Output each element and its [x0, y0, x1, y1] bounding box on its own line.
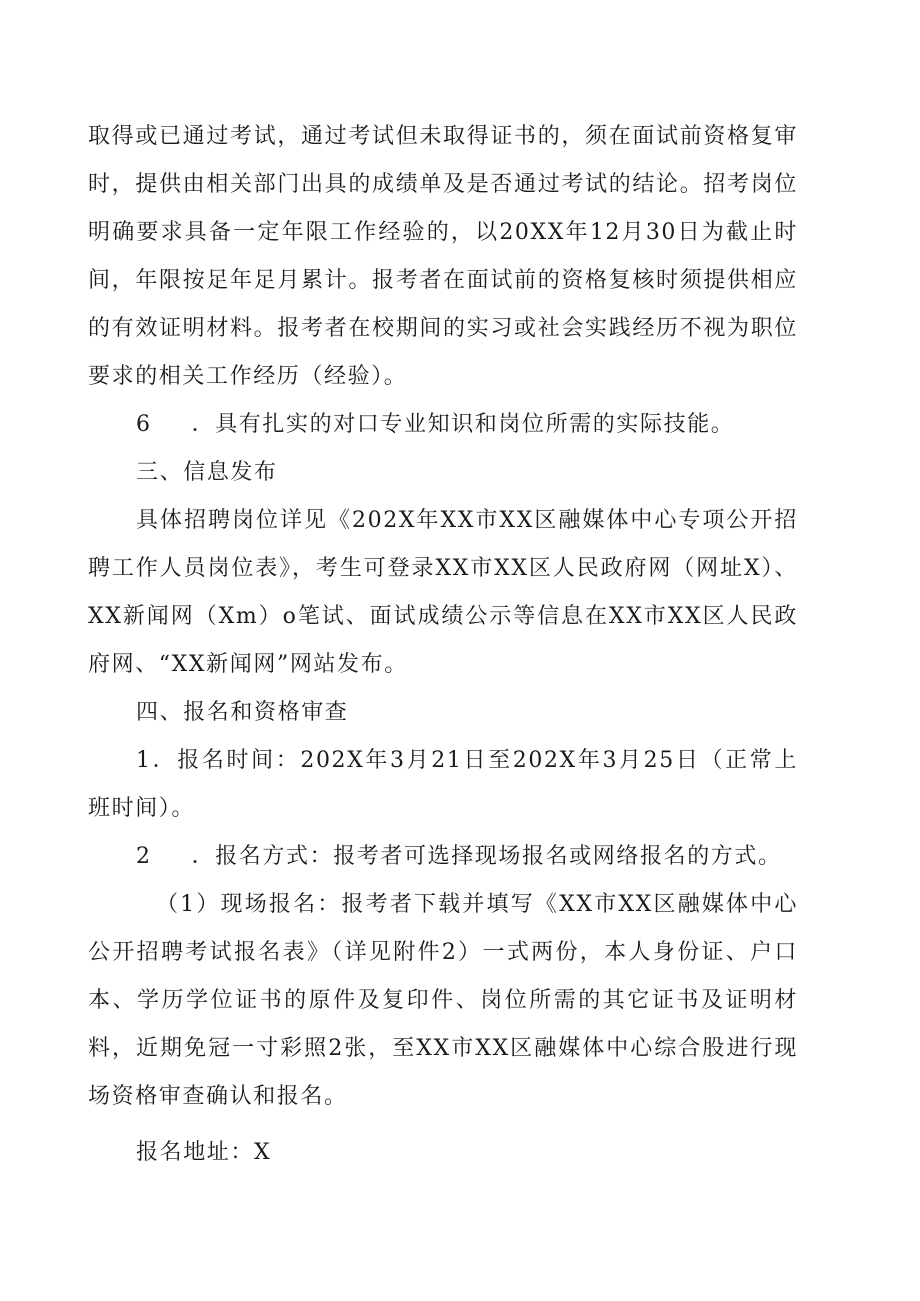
item-2 — [88, 833, 798, 881]
paragraph-info-release: 具体招聘岗位详见《202X年XX市XX区融媒体中心专项公开招聘工作人员岗位表》，考生可登录XX市XX区人民政府网（网址X）、XX新闻网（Xm）o笔试、面试成绩公示等信息在XX市XX区人民政府网、“XX新闻网”网站发布。 — [88, 508, 798, 677]
paragraph-registration-time: 1．报名时间：202X年3月21日至202X年3月25日（正常上班时间）。 — [88, 748, 798, 821]
paragraph-onsite-registration: （1）现场报名：报考者下载并填写《XX市XX区融媒体中心公开招聘考试报名表》（详见附件2）一式两份，本人身份证、户口本、学历学位证书的原件及复印件、岗位所需的其它证书及证明材料，近期免冠一寸彩照2张，至XX市XX区融媒体中心综合股进行现场资格审查确认和报名。 — [88, 892, 798, 1109]
document-body — [88, 113, 798, 1177]
item-6 — [88, 401, 798, 449]
item-2-text: ．报名方式：报考者可选择现场报名或网络报名的方式。 — [191, 844, 782, 869]
paragraph-qualification-review: 取得或已通过考试，通过考试但未取得证书的，须在面试前资格复审时，提供由相关部门出具的成绩单及是否通过考试的结论。招考岗位明确要求具备一定年限工作经验的，以20XX年12月30日为截止时间，年限按足年足月累计。报考者在面试前的资格复核时须提供相应的有效证明材料。报考者在校期间的实习或社会实践经历不视为职位要求的相关工作经历（经验）。 — [88, 124, 798, 389]
item-2-number: 2 — [136, 844, 152, 869]
item-6-number: 6 — [136, 412, 152, 437]
item-6-text: ．具有扎实的对口专业知识和岗位所需的实际技能。 — [191, 412, 735, 437]
heading-section-4: 四、报名和资格审查 — [136, 700, 349, 725]
paragraph-registration-address: 报名地址：X — [136, 1140, 272, 1165]
heading-section-3: 三、信息发布 — [136, 460, 278, 485]
